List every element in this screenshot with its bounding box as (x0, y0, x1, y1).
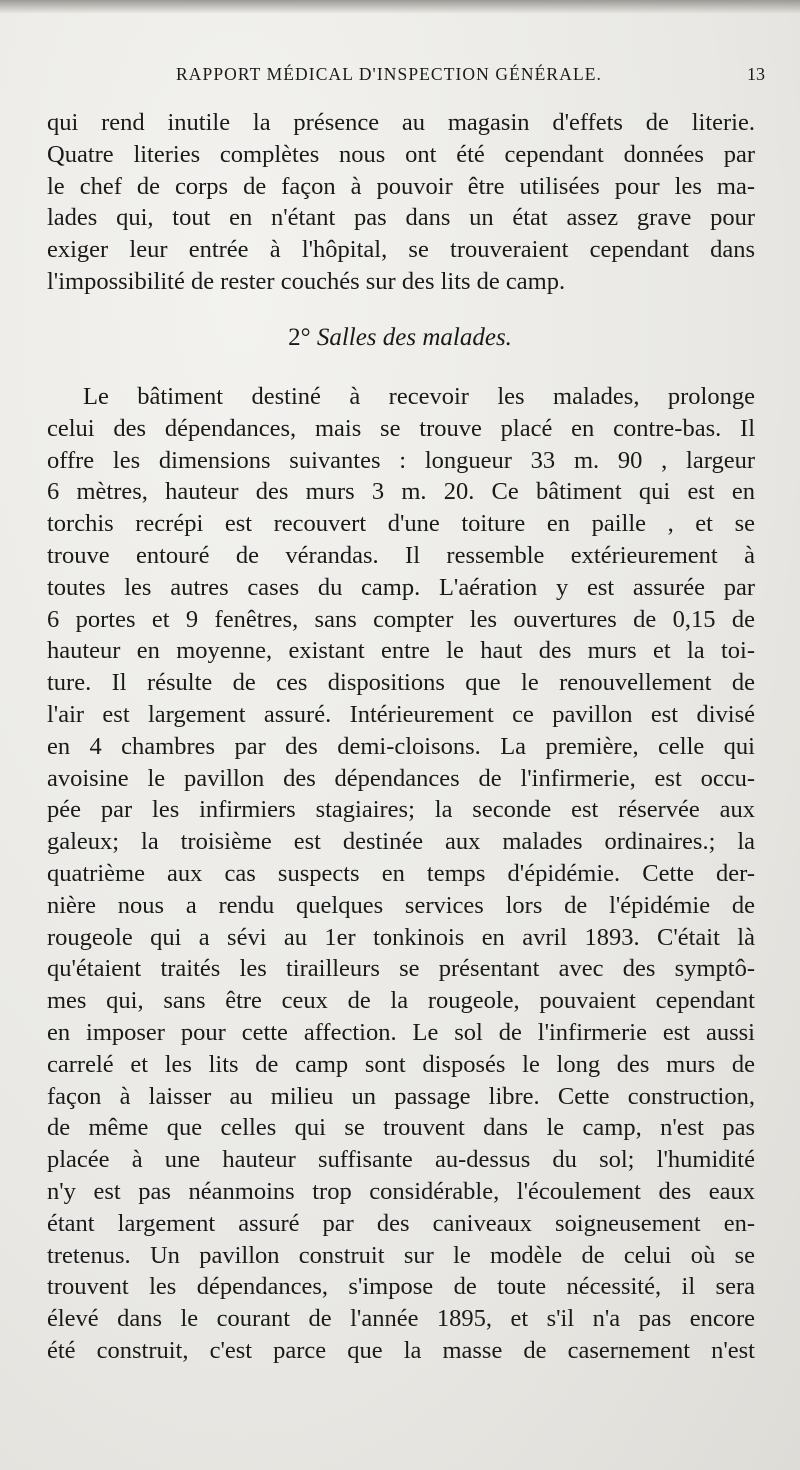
text-line: mes qui, sans être ceux de la rougeole, pouvaient cependant (47, 987, 755, 1015)
text-line: 6 mètres, hauteur des murs 3 m. 20. Ce bâtiment qui est en (47, 478, 755, 506)
text-line: lades qui, tout en n'étant pas dans un état assez grave pour (47, 204, 755, 232)
text-line: torchis recrépi est recouvert d'une toiture en paille , et se (47, 510, 755, 538)
section-number: 2° (288, 324, 311, 351)
text-line: nière nous a rendu quelques services lors de l'épidémie de (47, 891, 755, 919)
text-line: avoisine le pavillon des dépendances de l'infirmerie, est occu- (47, 764, 755, 792)
text-line: trouvent les dépendances, s'impose de toute nécessité, il sera (47, 1273, 755, 1301)
text-line: 6 portes et 9 fenêtres, sans compter les ouvertures de 0,15 de (47, 605, 755, 633)
text-line: étant largement assuré par des caniveaux soigneusement en- (47, 1209, 755, 1237)
text-line: l'impossibilité de rester couchés sur des lits de camp. (47, 267, 566, 295)
text-line: n'y est pas néanmoins trop considérable, l'écoulement des eaux (47, 1177, 755, 1205)
text-line: qu'étaient traités les tirailleurs se présentant avec des symptô- (47, 955, 755, 983)
text-line: exiger leur entrée à l'hôpital, se trouveraient cependant dans (47, 236, 755, 264)
text-line: de même que celles qui se trouvent dans le camp, n'est pas (47, 1114, 755, 1142)
running-header (176, 64, 765, 90)
text-line: trouve entouré de vérandas. Il ressemble extérieurement à (47, 541, 755, 569)
text-line: Quatre literies complètes nous ont été cependant données par (47, 140, 755, 168)
text-line: offre les dimensions suivantes : longueur 33 m. 90 , largeur (47, 446, 755, 474)
text-line: toutes les autres cases du camp. L'aération y est assurée par (47, 573, 755, 601)
text-line: en imposer pour cette affection. Le sol de l'infirmerie est aussi (47, 1018, 755, 1046)
paragraph-salles (47, 381, 755, 1367)
page-number: 13 (747, 64, 765, 84)
paragraph-literie (47, 107, 755, 298)
text-line: placée à une hauteur suffisante au-dessus du sol; l'humidité (47, 1146, 755, 1174)
text-line: le chef de corps de façon à pouvoir être utilisées pour les ma- (47, 172, 755, 200)
text-line: hauteur en moyenne, existant entre le haut des murs et la toi- (47, 637, 755, 665)
text-line: ture. Il résulte de ces dispositions que le renouvellement de (47, 669, 755, 697)
text-line: été construit, c'est parce que la masse de casernement n'est (47, 1336, 755, 1364)
text-line: l'air est largement assuré. Intérieurement ce pavillon est divisé (47, 700, 755, 728)
section-heading (0, 324, 800, 352)
text-line: pée par les infirmiers stagiaires; la seconde est réservée aux (47, 796, 755, 824)
text-line: carrelé et les lits de camp sont disposés le long des murs de (47, 1050, 755, 1078)
text-line: en 4 chambres par des demi-cloisons. La première, celle qui (47, 732, 755, 760)
text-line: quatrième aux cas suspects en temps d'épidémie. Cette der- (47, 859, 755, 887)
text-line: galeux; la troisième est destinée aux malades ordinaires.; la (47, 828, 755, 856)
page-top-edge (0, 0, 800, 14)
text-line: tretenus. Un pavillon construit sur le modèle de celui où se (47, 1241, 755, 1269)
text-line: élevé dans le courant de l'année 1895, et s'il n'a pas encore (47, 1305, 755, 1333)
text-line: qui rend inutile la présence au magasin d'effets de literie. (47, 109, 755, 136)
section-title: Salles des malades. (316, 324, 512, 351)
text-line: rougeole qui a sévi au 1er tonkinois en avril 1893. C'était là (47, 923, 755, 951)
running-title: RAPPORT MÉDICAL D'INSPECTION GÉNÉRALE. (176, 64, 602, 84)
text-line: façon à laisser au milieu un passage libre. Cette construction, (47, 1082, 755, 1110)
text-line: Le bâtiment destiné à recevoir les malades, prolonge (83, 383, 755, 410)
text-line: celui des dépendances, mais se trouve placé en contre-bas. Il (47, 414, 755, 442)
